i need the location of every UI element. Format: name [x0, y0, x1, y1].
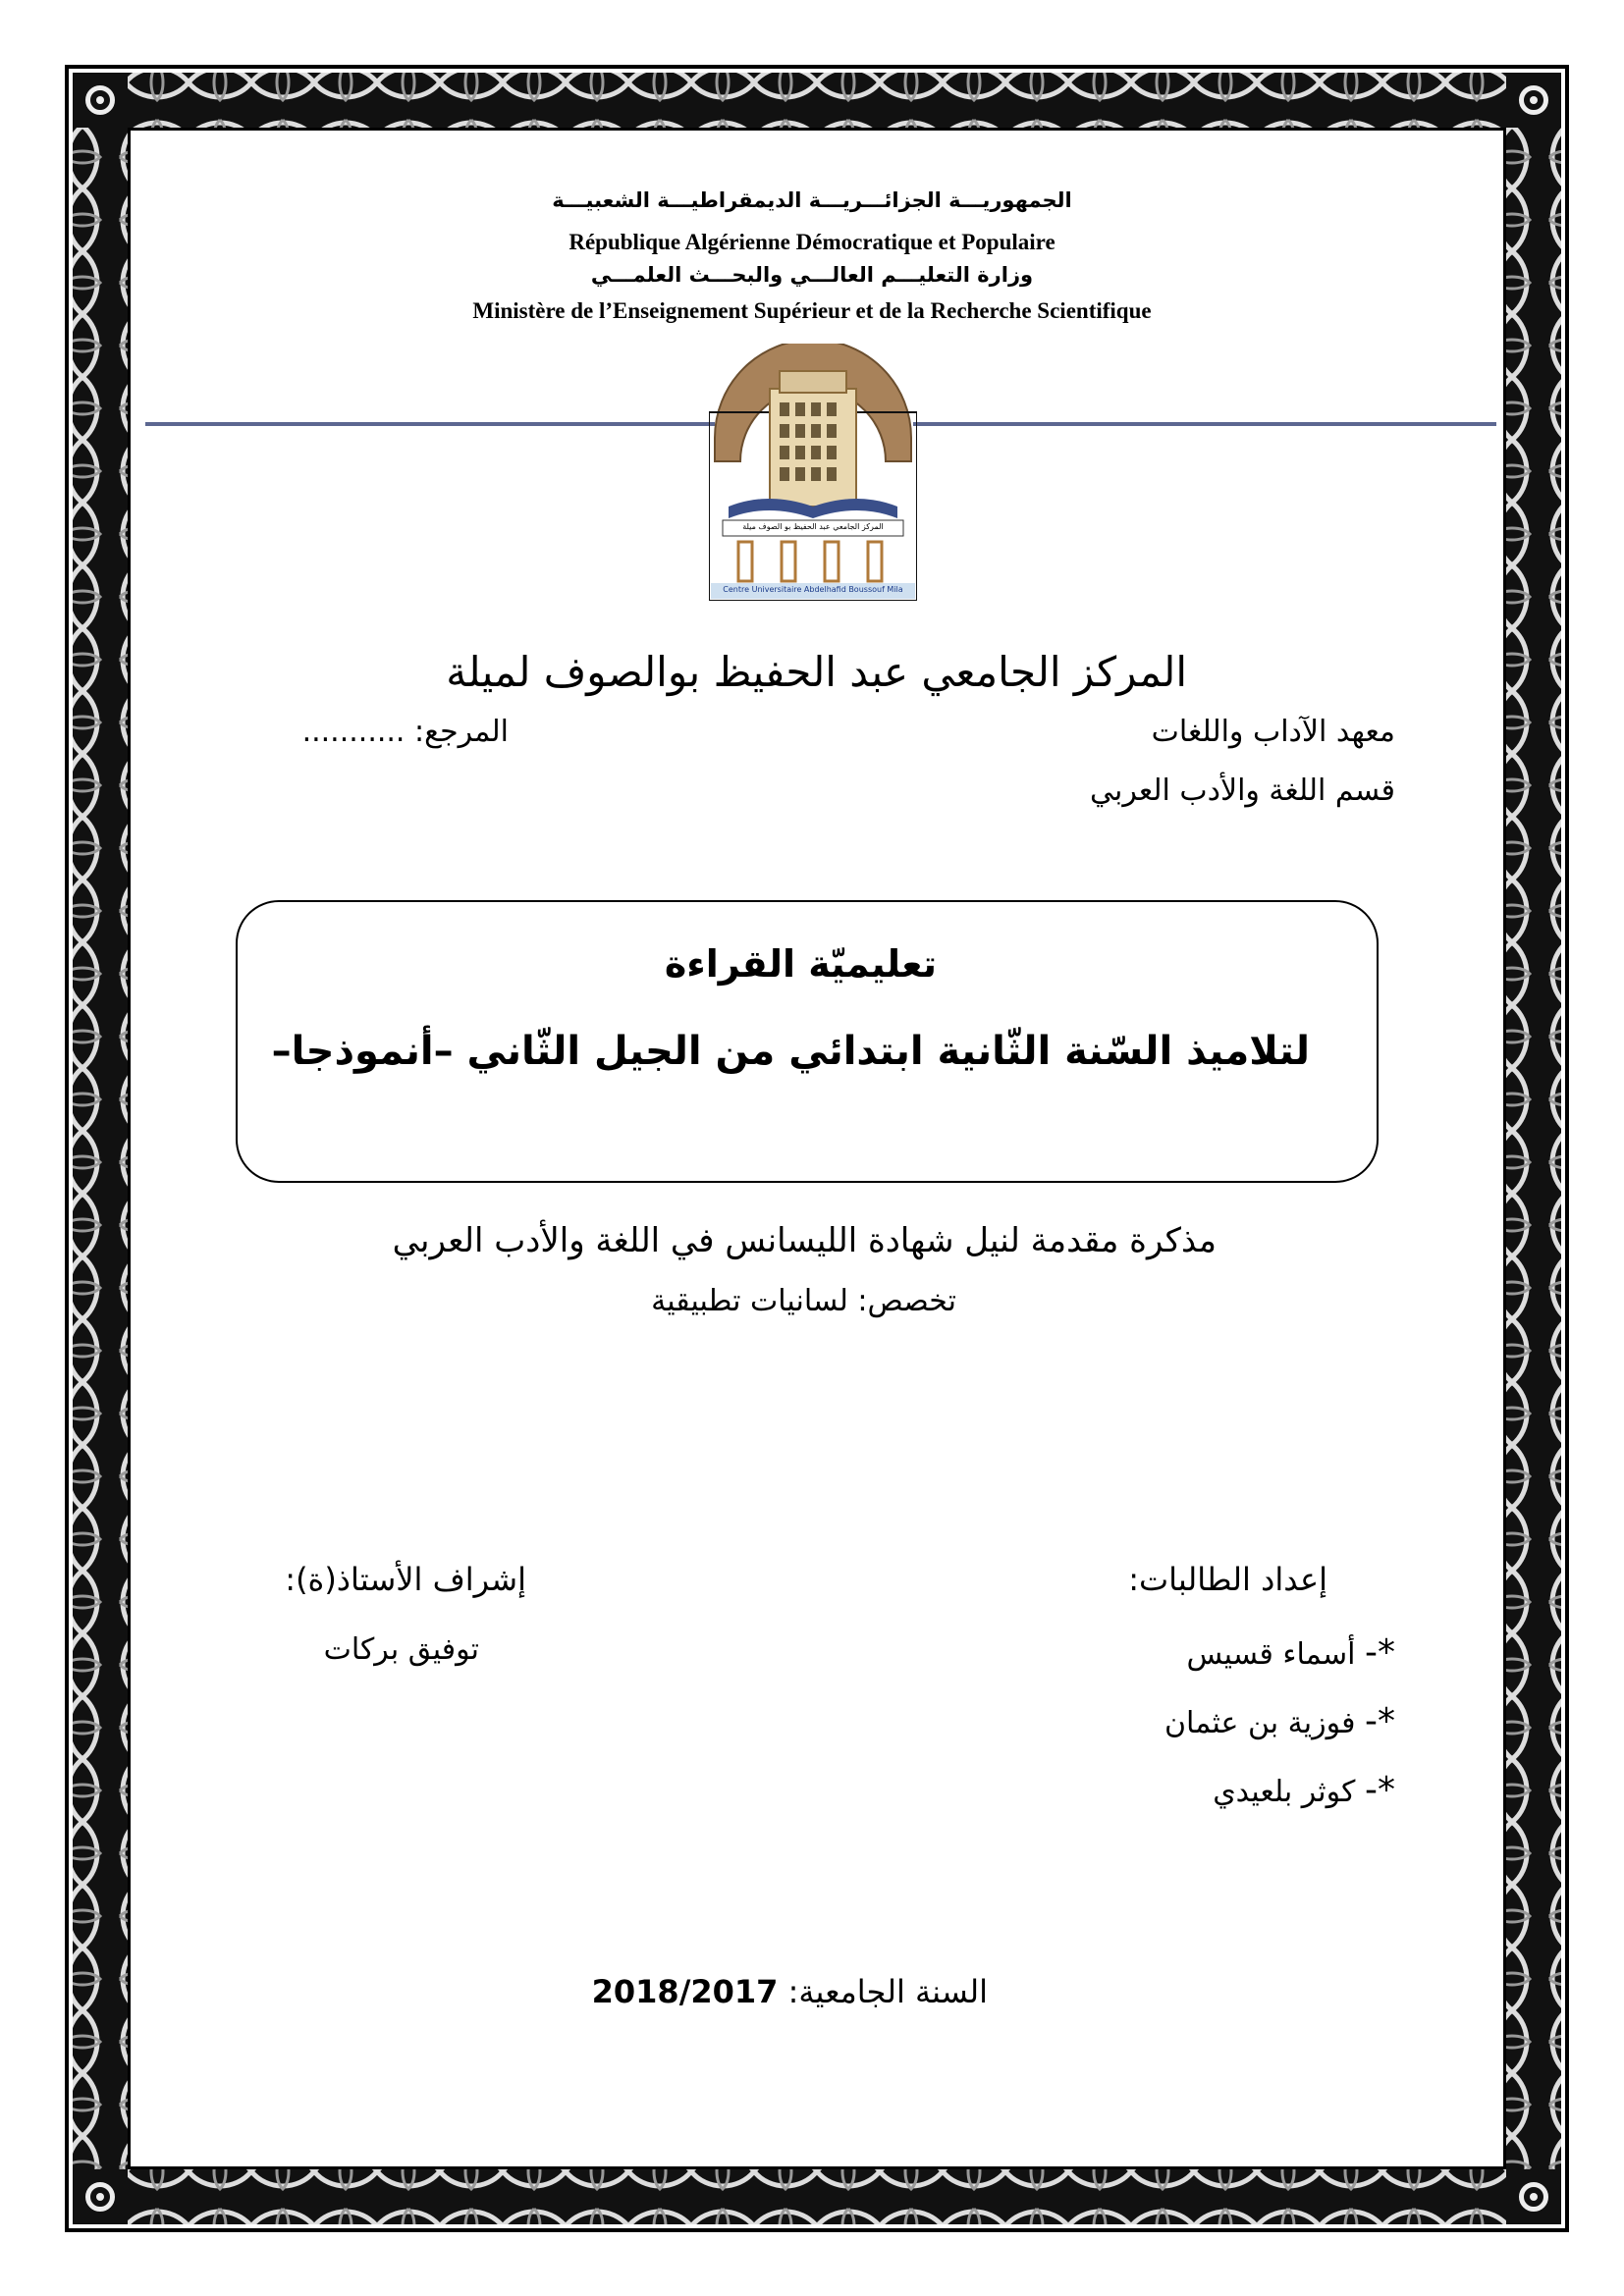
academic-year-value: 2018/2017	[591, 1973, 779, 2010]
university-logo	[709, 344, 917, 601]
department-name: قسم اللغة والأدب العربي	[1089, 774, 1395, 808]
corner-ornament-bottom-right	[1510, 2173, 1557, 2220]
thesis-title-line2: لتلاميذ السّنة الثّانية ابتدائي من الجيل الثّاني –أنموذجا–	[271, 1029, 1310, 1074]
list-marker: *-	[1365, 1701, 1395, 1741]
list-marker: *-	[1365, 1632, 1395, 1673]
ministry-french: Ministère de l’Enseignement Supérieur et de la Recherche Scientifique	[472, 298, 1152, 323]
republic-french: République Algérienne Démocratique et Populaire	[568, 230, 1056, 254]
logo-caption: Centre Universitaire Abdelhafid Boussouf Mila	[723, 585, 903, 594]
student-name: أسماء قسيس	[1186, 1637, 1356, 1672]
ministry-arabic: وزارة التعليـــم العالـــي والبحـــث العلمـــي	[590, 263, 1034, 287]
supervisor-name: توفيق بركات	[323, 1632, 479, 1667]
students-label: إعداد الطالبات:	[1128, 1561, 1327, 1598]
supervisor-label: إشراف الأستاذ(ة):	[285, 1561, 526, 1598]
header-rule-right	[913, 422, 1496, 426]
memo-description: مذكرة مقدمة لنيل شهادة الليسانس في اللغة والأدب العربي	[392, 1221, 1217, 1260]
list-marker: *-	[1365, 1770, 1395, 1810]
student-item	[1164, 1701, 1395, 1741]
republic-arabic: الجمهوريـــة الجزائـــريـــة الديمقراطيـــة الشعبيـــة	[552, 188, 1072, 212]
university-name: المركز الجامعي عبد الحفيظ بوالصوف لميلة	[446, 648, 1187, 696]
specialty: تخصص: لسانيات تطبيقية	[651, 1284, 956, 1318]
header-rule-left	[145, 422, 715, 426]
corner-ornament-bottom-left	[77, 2173, 124, 2220]
academic-year-label: السنة الجامعية:	[787, 1973, 988, 2010]
corner-ornament-top-right	[1510, 77, 1557, 124]
logo-banner-text: المركز الجامعي عبد الحفيظ بو الصوف ميلة	[742, 522, 884, 531]
academic-year	[592, 1973, 988, 2010]
reference-field: المرجع: ...........	[301, 715, 509, 749]
student-item	[1186, 1632, 1395, 1673]
corner-ornament-top-left	[77, 77, 124, 124]
student-item	[1213, 1770, 1395, 1810]
student-name: كوثر بلعيدي	[1213, 1775, 1356, 1809]
thesis-title-line1: تعليميّة القراءة	[664, 942, 937, 986]
student-name: فوزية بن عثمان	[1164, 1706, 1356, 1740]
institute-name: معهد الآداب واللغات	[1151, 715, 1395, 749]
